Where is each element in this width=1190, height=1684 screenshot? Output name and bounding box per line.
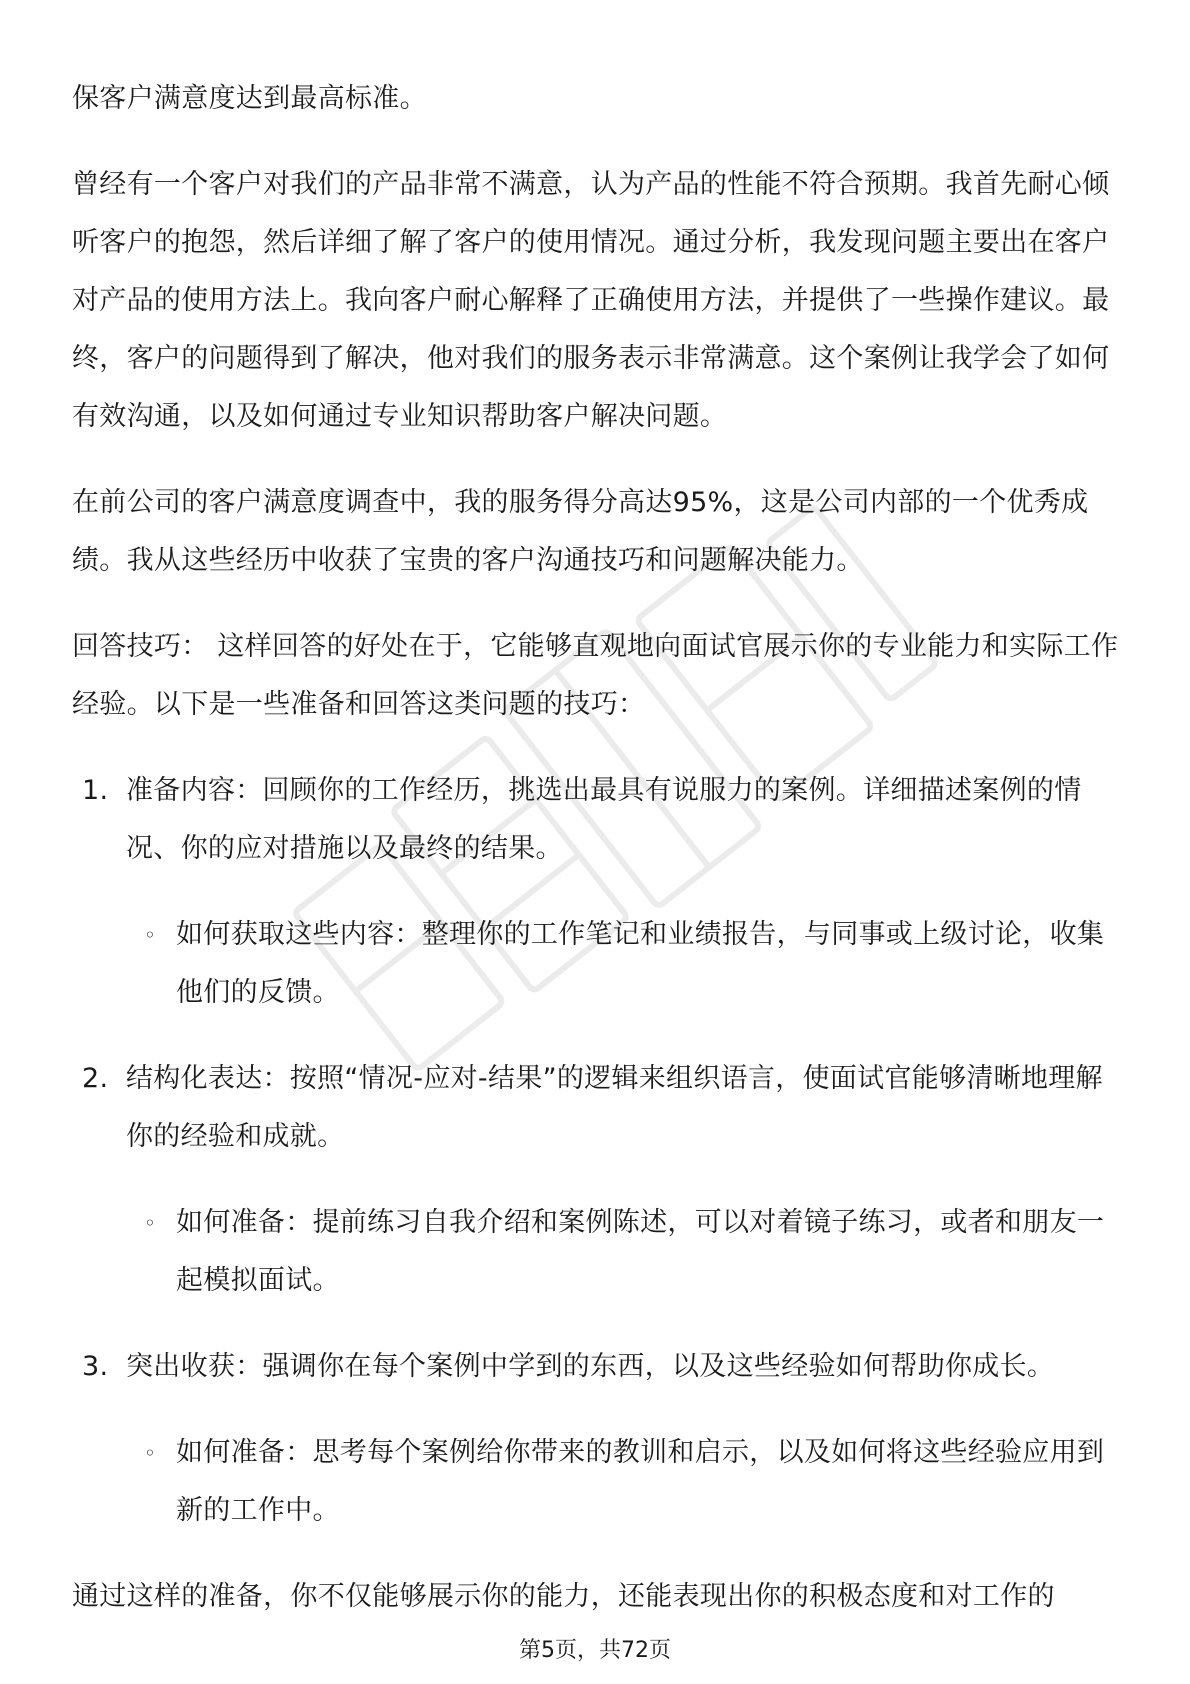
list-item-text: 准备内容：回顾你的工作经历，挑选出最具有说服力的案例。详细描述案例的情况、你的应对措施以及最终的结果。 xyxy=(126,775,1082,864)
list-item xyxy=(72,1050,1122,1166)
bullet-icon: ◦ xyxy=(144,923,157,947)
list-item xyxy=(72,762,1122,878)
paragraph: 保客户满意度达到最高标准。 xyxy=(72,83,427,114)
bullet-icon: ◦ xyxy=(144,1211,157,1235)
sub-list-item xyxy=(72,906,1122,1022)
list-item-text: 结构化表达：按照“情况-应对-结果”的逻辑来组织语言，使面试官能够清晰地理解你的经验和成就。 xyxy=(126,1063,1103,1152)
closing-paragraph: 通过这样的准备，你不仅能够展示你的能力，还能表现出你的积极态度和对工作的 xyxy=(72,1581,1055,1612)
sub-list-item-text: 如何准备：思考每个案例给你带来的教训和启示，以及如何将这些经验应用到新的工作中。 xyxy=(176,1437,1105,1526)
sub-list-item xyxy=(72,1424,1122,1540)
sub-list-item-text: 如何准备：提前练习自我介绍和案例陈述，可以对着镜子练习，或者和朋友一起模拟面试。 xyxy=(176,1207,1105,1296)
paragraph: 曾经有一个客户对我们的产品非常不满意，认为产品的性能不符合预期。我首先耐心倾听客户的抱怨，然后详细了解了客户的使用情况。通过分析，我发现问题主要出在客户对产品的使用方法上。我向客户耐心解释了正确使用方法，并提供了一些操作建议。最终，客户的问题得到了解决，他对我们的服务表示非常满意。这个案例让我学会了如何有效沟通，以及如何通过专业知识帮助客户解决问题。 xyxy=(72,169,1110,432)
list-number: 3. xyxy=(82,1351,109,1382)
document-body xyxy=(72,70,1122,1626)
bullet-icon: ◦ xyxy=(144,1441,157,1465)
page-number: 第5页，共72页 xyxy=(519,1638,671,1663)
sub-list-item-text: 如何获取这些内容：整理你的工作笔记和业绩报告，与同事或上级讨论，收集他们的反馈。 xyxy=(176,919,1105,1008)
paragraph: 回答技巧： 这样回答的好处在于，它能够直观地向面试官展示你的专业能力和实际工作经验。以下是一些准备和回答这类问题的技巧： xyxy=(72,631,1119,720)
paragraph: 在前公司的客户满意度调查中，我的服务得分高达95%，这是公司内部的一个优秀成绩。我从这些经历中收获了宝贵的客户沟通技巧和问题解决能力。 xyxy=(72,487,1089,576)
sub-list-item xyxy=(72,1194,1122,1310)
list-number: 1. xyxy=(82,775,109,806)
list-item-text: 突出收获：强调你在每个案例中学到的东西，以及这些经验如何帮助你成长。 xyxy=(126,1351,1055,1382)
list-item xyxy=(72,1338,1122,1396)
list-number: 2. xyxy=(82,1063,109,1094)
